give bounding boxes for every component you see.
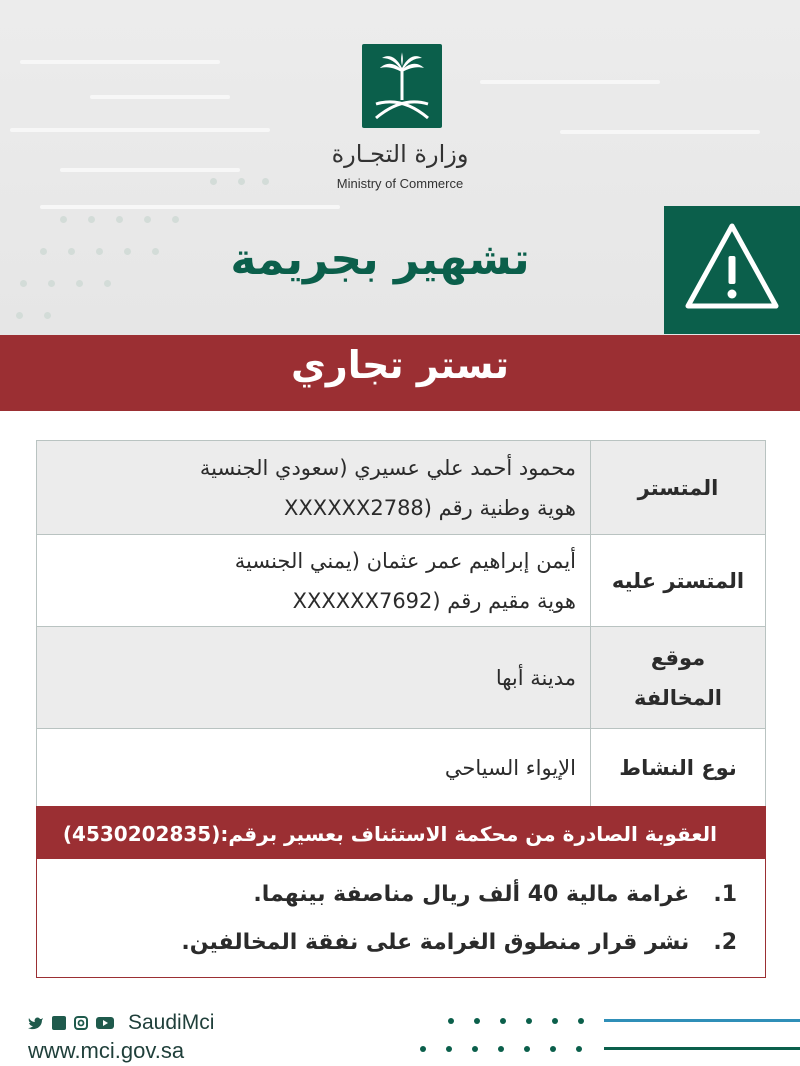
decor-line [604,1047,800,1050]
table-row [37,729,766,807]
ministry-name-english: Ministry of Commerce [336,176,464,191]
subtitle-banner [0,335,800,411]
decor-dot [238,178,245,185]
penalty-header: العقوبة الصادرة من محكمة الاستئناف بعسير برقم:(4530202835) [37,807,765,859]
list-item [49,871,737,919]
item-text: غرامة مالية 40 ألف ريال مناصفة بينهما. [253,882,690,907]
subtitle: تستر تجاري [291,343,509,387]
decor-streak [90,95,230,99]
decor-dot [578,1018,584,1024]
row-value [37,535,591,627]
table-row [37,535,766,627]
website-link[interactable]: www.mci.gov.sa [28,1038,185,1063]
twitter-icon[interactable] [28,1016,44,1030]
decor-streak [60,168,240,172]
ministry-name-arabic: وزارة التجـارة [331,140,469,168]
decor-dot [68,248,75,255]
decor-dot [500,1018,506,1024]
decor-dot [144,216,151,223]
decor-dot [96,248,103,255]
decor-dot [448,1018,454,1024]
item-number: 1. [713,882,737,907]
row-value [37,627,591,729]
row-label: نوع النشاط [591,729,766,807]
value-line: هوية مقيم رقم (XXXXXX7692 [292,588,576,613]
page-title: تشهير بجريمة [230,234,530,285]
decor-dot [124,248,131,255]
ministry-emblem-logo [362,44,442,128]
warning-panel [664,206,800,334]
decor-dot [16,312,23,319]
decor-dot [152,248,159,255]
penalty-list [37,859,765,967]
list-item [49,919,737,967]
row-value [37,729,591,807]
decor-dot [40,248,47,255]
row-label: المتستر عليه [591,535,766,627]
decor-dot [474,1018,480,1024]
value-line: مدينة أبها [495,665,576,690]
decor-dot [20,280,27,287]
value-line: أيمن إبراهيم عمر عثمان (يمني الجنسية [234,548,576,573]
social-links [28,1011,214,1035]
decor-line [604,1019,800,1022]
youtube-icon[interactable] [96,1016,114,1030]
decor-dot [60,216,67,223]
decor-dot [420,1046,426,1052]
decor-dot [172,216,179,223]
details-table [36,440,766,807]
decor-dot [48,280,55,287]
decor-streak [480,80,660,84]
decor-streak [20,60,220,64]
decor-streak [10,128,270,132]
decor-streak [40,205,340,209]
instagram-icon[interactable] [74,1016,88,1030]
decor-dot [526,1018,532,1024]
decor-dot [104,280,111,287]
decor-dot [576,1046,582,1052]
item-number: 2. [713,930,737,955]
decor-dot [44,312,51,319]
table-row [37,441,766,535]
decor-dot [524,1046,530,1052]
decor-dot [550,1046,556,1052]
item-text: نشر قرار منطوق الغرامة على نفقة المخالفين. [181,930,690,955]
decor-streak [560,130,760,134]
decor-dot [498,1046,504,1052]
facebook-icon[interactable] [52,1016,66,1030]
warning-triangle-icon [682,220,782,320]
decor-dot [552,1018,558,1024]
value-line: هوية وطنية رقم (XXXXXX2788 [284,495,576,520]
palm-swords-icon [362,44,442,128]
value-line: الإيواء السياحي [444,755,576,780]
decor-dot [116,216,123,223]
social-handle[interactable]: SaudiMci [128,1011,215,1034]
decor-dot [446,1046,452,1052]
row-label: موقع المخالفة [591,627,766,729]
decor-dot [262,178,269,185]
decor-dot [210,178,217,185]
decor-dot [88,216,95,223]
table-row [37,627,766,729]
decor-dot [472,1046,478,1052]
value-line: محمود أحمد علي عسيري (سعودي الجنسية [199,455,576,480]
row-value [37,441,591,535]
decor-dot [76,280,83,287]
penalty-box [36,806,766,978]
row-label: المتستر [591,441,766,535]
